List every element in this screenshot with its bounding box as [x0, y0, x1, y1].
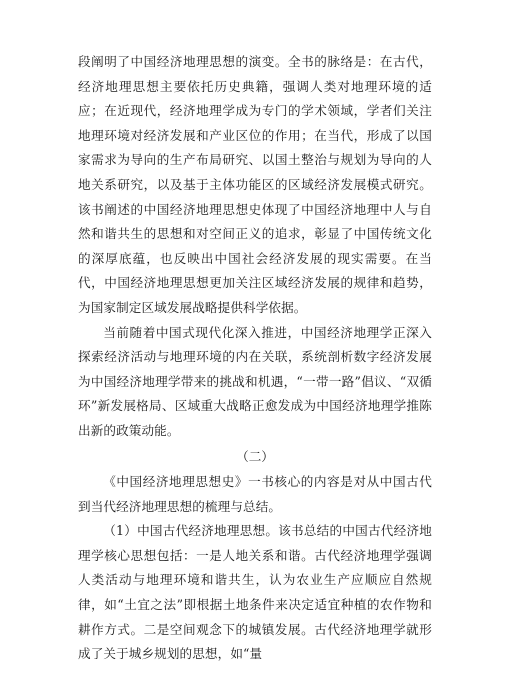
paragraph-1: 段阐明了中国经济地理思想的演变。全书的脉络是：在古代，经济地理思想主要依托历史典籍，强调人类对地理环境的适应；在近现代，经济地理学成为专门的学术领域，学者们关注地理环境对经济发展和产业区位的作用；在当代，形成了以国家需求为导向的生产布局研究、以国土整治与规划为导向的人地关系研究，以及基于主体功能区的区域经济发展模式研究。该书阐述的中国经济地理思想史体现了中国经济地理中人与自然和谐共生的思想和对空间正义的追求，彰显了中国传统文化的深厚底蕴，也反映出中国社会经济发展的现实需要。在当代，中国经济地理思想更加关注区域经济发展的规律和趋势，为国家制定区域发展战略提供科学依据。	[78, 54, 432, 315]
paragraph-2: 当前随着中国式现代化深入推进，中国经济地理学正深入探索经济活动与地理环境的内在关联，系统剖析数字经济发展为中国经济地理学带来的挑战和机遇，“一带一路”倡议、“双循环”新发展格局、区域重大战略正愈发成为中国经济地理学推陈出新的政策动能。	[78, 324, 432, 438]
paragraph-4: （1）中国古代经济地理思想。该书总结的中国古代经济地理学核心思想包括：一是人地关系和谐。古代经济地理学强调人类活动与地理环境和谐共生，认为农业生产应顺应自然规律，如“土宜之法”即根据土地条件来决定适宜种植的农作物和耕作方式。二是空间观念下的城镇发展。古代经济地理学就形成了关于城乡规划的思想，如“量	[78, 523, 432, 662]
document-page	[78, 50, 432, 667]
section-heading: （二）	[236, 448, 274, 464]
paragraph-3: 《中国经济地理思想史》一书核心的内容是对从中国古代到当代经济地理思想的梳理与总结。	[78, 474, 432, 514]
